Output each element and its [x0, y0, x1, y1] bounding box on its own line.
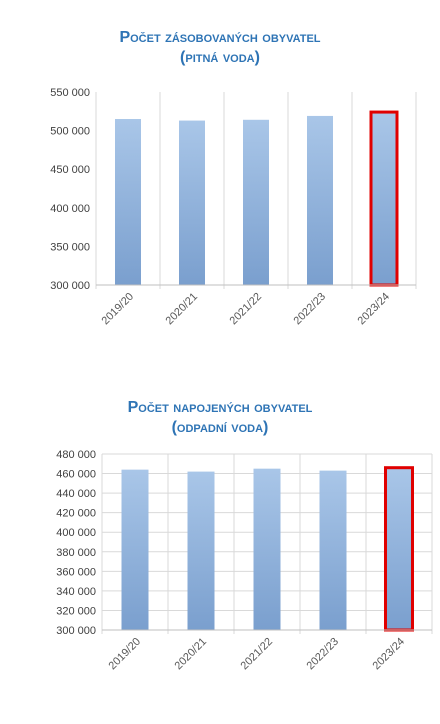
bar-highlighted	[371, 112, 397, 285]
chart-plot	[0, 370, 440, 724]
chart-title-line2: (odpadní voda)	[171, 419, 269, 436]
y-tick-label: 300 000	[50, 280, 90, 292]
y-tick-label: 320 000	[56, 605, 96, 618]
y-tick-label: 400 000	[50, 202, 90, 215]
y-tick-label: 460 000	[56, 468, 96, 481]
y-tick-label: 300 000	[56, 625, 96, 637]
y-tick-label: 420 000	[56, 507, 96, 520]
chart-supplied-population	[0, 0, 440, 350]
chart-title-line1: Počet zásobovaných obyvatel	[119, 29, 321, 46]
x-tick-label: 2021/22	[227, 290, 265, 328]
bar	[115, 119, 141, 285]
y-tick-label: 400 000	[56, 527, 96, 540]
x-tick-label: 2019/20	[99, 290, 137, 328]
y-tick-label: 500 000	[50, 125, 90, 138]
x-tick-label: 2020/21	[163, 290, 201, 328]
bar	[122, 470, 149, 630]
y-tick-label: 480 000	[56, 449, 96, 461]
chart-plot	[0, 0, 440, 350]
x-tick-label: 2022/23	[304, 635, 342, 673]
x-tick-label: 2020/21	[172, 635, 210, 673]
y-tick-label: 350 000	[50, 241, 90, 254]
y-tick-label: 360 000	[56, 566, 96, 579]
y-tick-label: 440 000	[56, 488, 96, 501]
bar	[320, 471, 347, 630]
y-tick-label: 450 000	[50, 164, 90, 177]
y-tick-label: 380 000	[56, 546, 96, 559]
x-tick-label: 2023/24	[370, 635, 408, 673]
bar-highlighted	[386, 468, 413, 630]
bar	[243, 120, 269, 285]
chart-title-line2: (pitná voda)	[180, 49, 260, 66]
x-tick-label: 2021/22	[238, 635, 276, 673]
x-tick-label: 2023/24	[355, 290, 393, 328]
chart-title-line1: Počet napojených obyvatel	[127, 399, 313, 416]
bar	[179, 121, 205, 285]
bar	[188, 472, 215, 630]
y-tick-label: 340 000	[56, 585, 96, 598]
bar	[254, 469, 281, 630]
y-tick-label: 550 000	[50, 87, 90, 99]
bar	[307, 116, 333, 285]
x-tick-label: 2022/23	[291, 290, 329, 328]
chart-connected-population	[0, 370, 440, 724]
x-tick-label: 2019/20	[106, 635, 144, 673]
